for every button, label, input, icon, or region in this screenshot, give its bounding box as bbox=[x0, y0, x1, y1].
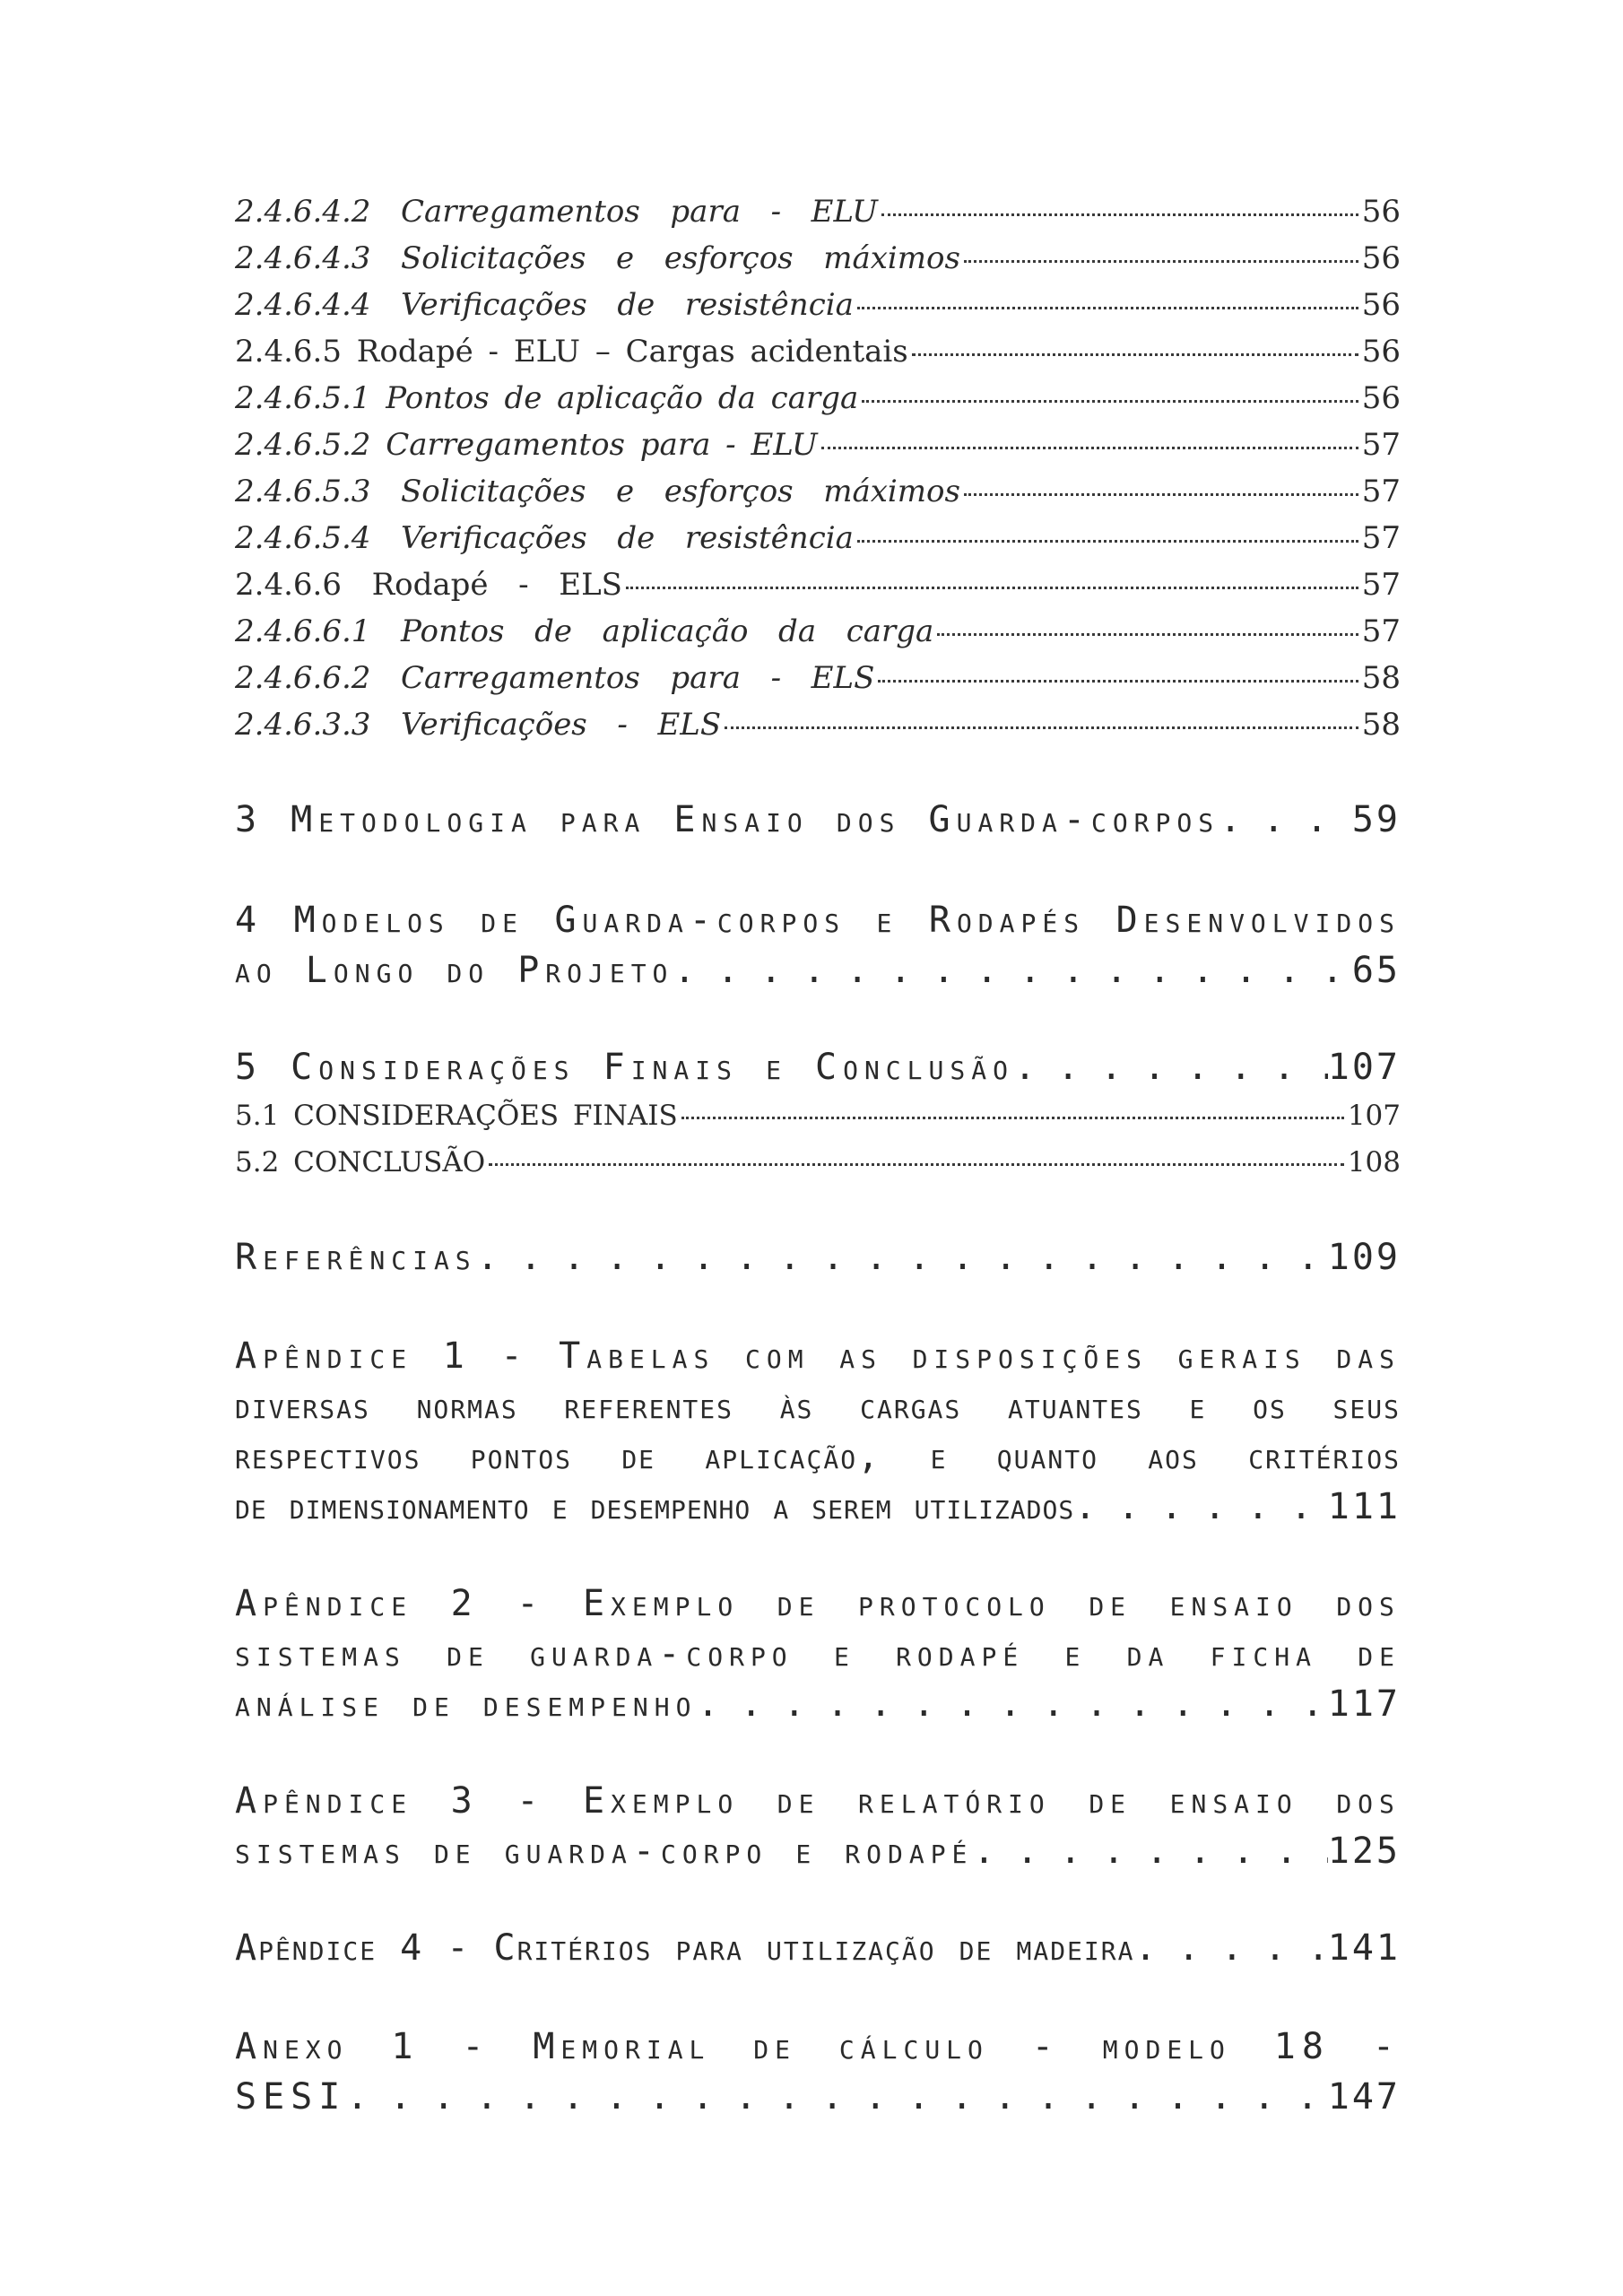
heading-word: de bbox=[777, 1583, 820, 1624]
chapter-title-line bbox=[235, 2022, 1401, 2072]
chapter-title: ao Longo do Projeto bbox=[235, 950, 674, 991]
leader-dots bbox=[681, 1117, 1344, 1119]
toc-entry[interactable] bbox=[235, 655, 1401, 701]
leader-dots bbox=[626, 587, 1358, 589]
chapter-page: 65 bbox=[1351, 950, 1401, 991]
toc-entry-label: 2.4.6.5.1 Pontos de aplicação da carga bbox=[235, 380, 859, 416]
heading-word: Memorial bbox=[533, 2026, 711, 2067]
chapter-title: SESI bbox=[235, 2076, 347, 2118]
toc-entry[interactable] bbox=[235, 422, 1401, 468]
toc-entry-page: 107 bbox=[1347, 1100, 1401, 1132]
heading-word: e bbox=[1189, 1386, 1207, 1427]
toc-entry[interactable] bbox=[235, 1139, 1401, 1186]
heading-word: de bbox=[777, 1780, 820, 1822]
leader-dots bbox=[937, 633, 1358, 636]
chapter-page: 111 bbox=[1327, 1486, 1401, 1527]
heading-word: - bbox=[516, 1583, 545, 1624]
heading-word: quanto bbox=[996, 1436, 1098, 1477]
toc-appendix-3[interactable] bbox=[235, 1776, 1401, 1876]
heading-word: rodapé bbox=[896, 1633, 1025, 1674]
toc-entry-label: 2.4.6.6.2 Carregamentos para - ELS bbox=[235, 660, 875, 696]
heading-word: gerais bbox=[1177, 1335, 1306, 1377]
toc-entry[interactable] bbox=[235, 282, 1401, 328]
chapter-title-line bbox=[235, 1381, 1401, 1431]
heading-word: Exemplo bbox=[582, 1780, 740, 1822]
heading-word: de bbox=[447, 1633, 490, 1674]
toc-appendix-2[interactable] bbox=[235, 1578, 1401, 1729]
heading-word: 3 bbox=[450, 1780, 479, 1822]
heading-word: cálculo bbox=[838, 2026, 989, 2067]
toc-entry[interactable] bbox=[235, 188, 1401, 235]
chapter-title: análise de desempenho bbox=[235, 1683, 698, 1725]
toc-entry-page: 58 bbox=[1361, 660, 1401, 696]
toc-entry-page: 56 bbox=[1361, 240, 1401, 276]
chapter-title-line bbox=[235, 1629, 1401, 1679]
leader-dots bbox=[1014, 1042, 1328, 1092]
heading-word: às bbox=[779, 1386, 814, 1427]
leader-dots bbox=[857, 540, 1358, 543]
toc-entry-label: 2.4.6.5.4 Verificações de resistência bbox=[235, 520, 854, 556]
heading-word: com bbox=[745, 1335, 810, 1377]
chapter-title: de dimensionamento e desempenho a serem utilizados bbox=[235, 1486, 1075, 1527]
toc-entry-page: 56 bbox=[1361, 334, 1401, 370]
toc-entry[interactable] bbox=[235, 468, 1401, 515]
toc-entry-label: 2.4.6.3.3 Verificações - ELS bbox=[235, 707, 722, 743]
heading-word: da bbox=[1126, 1633, 1170, 1674]
heading-word: Apêndice bbox=[235, 1583, 413, 1624]
toc-entry-label: 2.4.6.5 Rodapé - ELU – Cargas acidentais bbox=[235, 334, 908, 370]
heading-word: de bbox=[753, 2026, 797, 2067]
toc-entry[interactable] bbox=[235, 235, 1401, 282]
leader-dots bbox=[697, 1679, 1327, 1729]
heading-word: pontos bbox=[470, 1436, 572, 1477]
chapter-title: 3 Metodologia para Ensaio dos Guarda-corpos bbox=[235, 799, 1220, 840]
toc-entry-label: 2.4.6.4.4 Verificações de resistência bbox=[235, 287, 854, 323]
heading-word: guarda-corpo bbox=[530, 1633, 794, 1674]
toc-chapter-4[interactable] bbox=[235, 895, 1401, 996]
heading-word: Rodapés bbox=[928, 900, 1086, 941]
heading-word: diversas bbox=[235, 1386, 370, 1427]
chapter-page: 117 bbox=[1327, 1683, 1401, 1725]
heading-word: Desenvolvidos bbox=[1115, 900, 1401, 941]
heading-word: 1 bbox=[442, 1335, 471, 1377]
leader-dots bbox=[346, 2072, 1327, 2122]
chapter-page: 141 bbox=[1327, 1927, 1401, 1969]
heading-word: aos bbox=[1148, 1436, 1199, 1477]
heading-word: Tabelas bbox=[559, 1335, 716, 1377]
heading-word: 1 bbox=[391, 2026, 420, 2067]
heading-word: das bbox=[1336, 1335, 1401, 1377]
leader-dots bbox=[964, 493, 1358, 496]
toc-appendix-4[interactable] bbox=[235, 1923, 1401, 1973]
toc-entry-label: 2.4.6.6.1 Pontos de aplicação da carga bbox=[235, 613, 934, 649]
toc-entry-page: 57 bbox=[1361, 474, 1401, 509]
heading-word: e bbox=[930, 1436, 948, 1477]
toc-entry-label: 2.4.6.4.3 Solicitações e esforços máximos bbox=[235, 240, 960, 276]
chapter-title-line bbox=[235, 1431, 1401, 1482]
chapter-title: 5 Considerações Finais e Conclusão bbox=[235, 1047, 1014, 1088]
heading-word: critérios bbox=[1248, 1436, 1401, 1477]
chapter-title: Apêndice 4 - Critérios para utilização de madeira bbox=[235, 1927, 1135, 1969]
leader-dots bbox=[857, 307, 1358, 309]
chapter-title-line bbox=[235, 1331, 1401, 1381]
toc-entry-page: 57 bbox=[1361, 520, 1401, 556]
heading-word: disposições bbox=[912, 1335, 1148, 1377]
heading-word: Apêndice bbox=[235, 1780, 413, 1822]
heading-word: - bbox=[516, 1780, 545, 1822]
heading-word: ensaio bbox=[1169, 1583, 1298, 1624]
heading-word: e bbox=[1064, 1633, 1087, 1674]
heading-word: de bbox=[1089, 1780, 1133, 1822]
heading-word: 18 bbox=[1273, 2026, 1330, 2067]
heading-word: dos bbox=[1336, 1780, 1401, 1822]
toc-entry-label: 2.4.6.6 Rodapé - ELS bbox=[235, 567, 622, 603]
heading-word: aplicação, bbox=[705, 1436, 881, 1477]
toc-entry-page: 57 bbox=[1361, 567, 1401, 603]
toc-entry-label: 2.4.6.5.2 Carregamentos para - ELU bbox=[235, 427, 818, 463]
heading-word: 4 bbox=[235, 900, 264, 941]
leader-dots bbox=[725, 726, 1358, 729]
heading-word: de bbox=[621, 1436, 656, 1477]
toc-entry-page: 56 bbox=[1361, 194, 1401, 230]
heading-word: sistemas bbox=[235, 1633, 406, 1674]
toc-entry[interactable] bbox=[235, 1092, 1401, 1139]
leader-dots bbox=[862, 400, 1358, 403]
toc-chapter-3[interactable] bbox=[235, 795, 1401, 845]
chapter-title-line bbox=[235, 1776, 1401, 1826]
heading-word: ensaio bbox=[1169, 1780, 1298, 1822]
chapter-title: sistemas de guarda-corpo e rodapé bbox=[235, 1831, 974, 1872]
chapter-page: 59 bbox=[1351, 799, 1401, 840]
heading-word: seus bbox=[1332, 1386, 1401, 1427]
toc-entry[interactable] bbox=[235, 561, 1401, 608]
heading-word: relatório bbox=[858, 1780, 1051, 1822]
toc-entry-label: 2.4.6.4.2 Carregamentos para - ELU bbox=[235, 194, 878, 230]
toc-entry-page: 56 bbox=[1361, 287, 1401, 323]
toc-appendix-1[interactable] bbox=[235, 1331, 1401, 1532]
heading-word: Exemplo bbox=[582, 1583, 740, 1624]
heading-word: de bbox=[1358, 1633, 1401, 1674]
heading-word: Modelos bbox=[293, 900, 450, 941]
toc-annex-1[interactable] bbox=[235, 2022, 1401, 2122]
heading-word: os bbox=[1253, 1386, 1287, 1427]
heading-word: 2 bbox=[450, 1583, 479, 1624]
heading-word: - bbox=[1031, 2026, 1060, 2067]
heading-word: as bbox=[839, 1335, 882, 1377]
heading-word: de bbox=[1089, 1583, 1133, 1624]
chapter-page: 147 bbox=[1327, 2076, 1401, 2118]
heading-word: - bbox=[462, 2026, 490, 2067]
toc-entry[interactable] bbox=[235, 328, 1401, 375]
leader-dots bbox=[673, 945, 1351, 996]
leader-dots bbox=[477, 1232, 1328, 1283]
heading-word: respectivos bbox=[235, 1436, 421, 1477]
leader-dots bbox=[878, 680, 1358, 683]
toc-entry-page: 58 bbox=[1361, 707, 1401, 743]
heading-word: atuantes bbox=[1007, 1386, 1143, 1427]
heading-word: e bbox=[833, 1633, 855, 1674]
heading-word: - bbox=[1372, 2026, 1401, 2067]
toc-entry[interactable] bbox=[235, 375, 1401, 422]
toc-entry-label: 5.1 CONSIDERAÇÕES FINAIS bbox=[235, 1100, 678, 1132]
heading-word: dos bbox=[1336, 1583, 1401, 1624]
leader-dots bbox=[973, 1826, 1327, 1876]
chapter-title: Referências bbox=[235, 1237, 477, 1278]
toc-entry[interactable] bbox=[235, 515, 1401, 561]
leader-dots bbox=[1074, 1482, 1328, 1532]
chapter-page: 107 bbox=[1327, 1047, 1401, 1088]
heading-word: de bbox=[481, 900, 524, 941]
toc-entry[interactable] bbox=[235, 701, 1401, 748]
toc-entry-label: 5.2 CONCLUSÃO bbox=[235, 1146, 486, 1178]
table-of-contents bbox=[235, 0, 1401, 2296]
leader-dots bbox=[1134, 1923, 1327, 1973]
heading-word: e bbox=[876, 900, 898, 941]
heading-word: modelo bbox=[1102, 2026, 1231, 2067]
leader-dots bbox=[821, 447, 1358, 449]
toc-entry-page: 57 bbox=[1361, 427, 1401, 463]
toc-entry[interactable] bbox=[235, 608, 1401, 655]
heading-word: referentes bbox=[564, 1386, 733, 1427]
toc-entry-label: 2.4.6.5.3 Solicitações e esforços máximos bbox=[235, 474, 960, 509]
heading-word: protocolo bbox=[858, 1583, 1051, 1624]
chapter-title-line bbox=[235, 895, 1401, 945]
chapter-title-line bbox=[235, 1578, 1401, 1629]
leader-dots bbox=[964, 260, 1358, 263]
heading-word: normas bbox=[416, 1386, 518, 1427]
leader-dots bbox=[489, 1163, 1344, 1166]
leader-dots bbox=[912, 353, 1358, 356]
toc-entry-page: 57 bbox=[1361, 613, 1401, 649]
heading-word: cargas bbox=[860, 1386, 962, 1427]
leader-dots bbox=[1219, 795, 1352, 845]
toc-entry-page: 108 bbox=[1347, 1146, 1401, 1178]
chapter-page: 125 bbox=[1327, 1831, 1401, 1872]
toc-entry-page: 56 bbox=[1361, 380, 1401, 416]
chapter-page: 109 bbox=[1327, 1237, 1401, 1278]
leader-dots bbox=[881, 213, 1358, 216]
toc-chapter-5[interactable] bbox=[235, 1042, 1401, 1092]
heading-word: Apêndice bbox=[235, 1335, 413, 1377]
heading-word: Anexo bbox=[235, 2026, 349, 2067]
heading-word: Guarda-corpos bbox=[554, 900, 846, 941]
heading-word: - bbox=[500, 1335, 529, 1377]
heading-word: ficha bbox=[1210, 1633, 1317, 1674]
toc-references[interactable] bbox=[235, 1232, 1401, 1283]
